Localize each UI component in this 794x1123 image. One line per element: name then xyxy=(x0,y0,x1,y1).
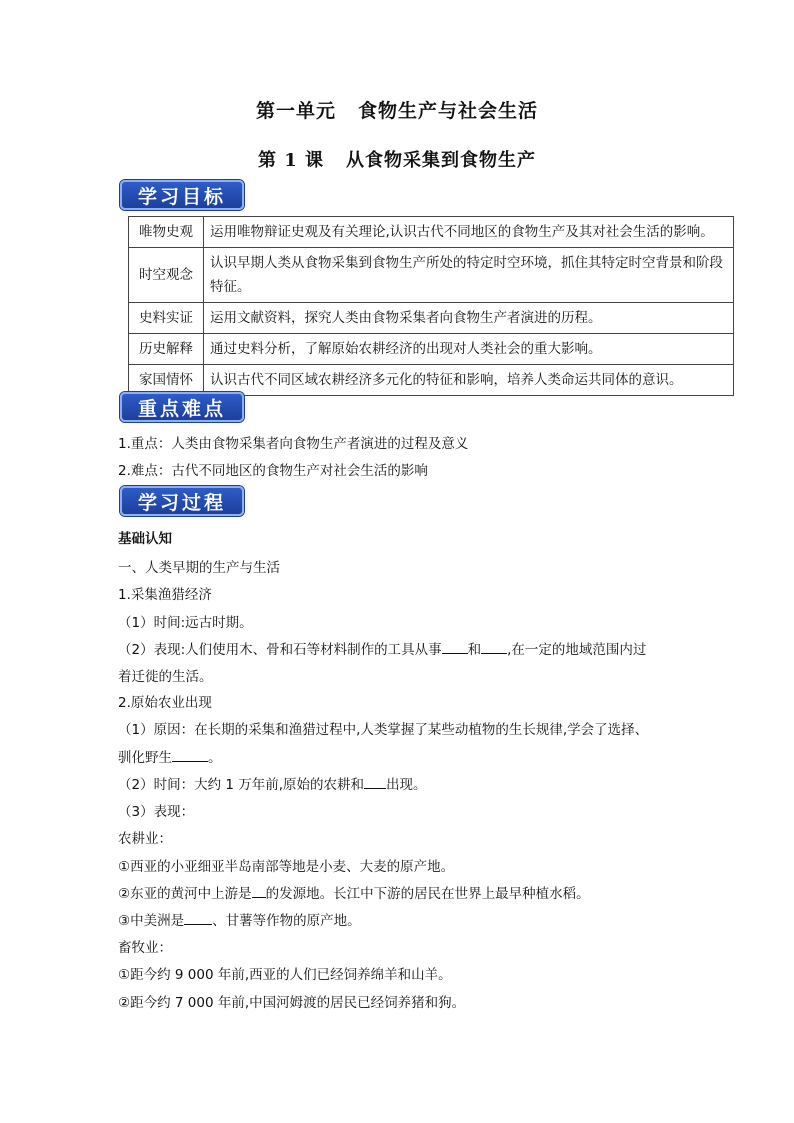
content-line xyxy=(118,909,361,929)
subsection-heading: 2.原始农业出现 xyxy=(118,695,212,711)
section-badge-key-points: 重点难点 xyxy=(120,392,244,422)
content-line: ②距今约 7 000 年前,中国河姆渡的居民已经饲养猪和狗。 xyxy=(118,995,466,1011)
text-segment: 出现。 xyxy=(386,777,427,793)
section-badge-process: 学习过程 xyxy=(120,486,244,516)
goal-key: 时空观念 xyxy=(129,248,204,303)
content-line: （1）原因：在长期的采集和渔猎过程中,人类掌握了某些动植物的生长规律,学会了选择、 xyxy=(118,722,649,738)
content-line: ①距今约 9 000 年前,西亚的人们已经饲养绵羊和山羊。 xyxy=(118,967,452,983)
basic-heading: 基础认知 xyxy=(118,531,172,547)
goals-table xyxy=(128,216,734,396)
text-segment: 、甘薯等作物的原产地。 xyxy=(212,913,361,929)
content-line xyxy=(118,773,427,793)
content-line: 着迁徙的生活。 xyxy=(118,669,213,685)
fill-blank xyxy=(184,912,212,925)
fill-blank xyxy=(481,641,507,654)
text-segment: 和 xyxy=(467,642,482,658)
text-segment: 驯化野生 xyxy=(118,750,172,766)
table-row xyxy=(129,248,734,303)
goal-text: 运用文献资料，探究人类由食物采集者向食物生产者演进的历程。 xyxy=(204,303,734,334)
section-heading: 一、人类早期的生产与生活 xyxy=(118,560,280,576)
fill-blank xyxy=(442,641,468,654)
lesson-name: 从食物采集到食物生产 xyxy=(346,150,537,171)
goal-text: 认识古代不同区域农耕经济多元化的特征和影响，培养人类命运共同体的意识。 xyxy=(204,365,734,396)
text-segment: 的发源地。长江中下游的居民在世界上最早种植水稻。 xyxy=(265,886,590,902)
goal-text: 认识早期人类从食物采集到食物生产所处的特定时空环境，抓住其特定时空背景和阶段特征。 xyxy=(204,248,734,303)
content-line xyxy=(118,638,646,658)
text-segment: ,在一定的地域范围内过 xyxy=(507,642,647,658)
key-point-1: 1.重点：人类由食物采集者向食物生产者演进的过程及意义 xyxy=(118,436,469,452)
section-badge-goals: 学习目标 xyxy=(120,180,244,210)
text-segment: （2）表现:人们使用木、骨和石等材料制作的工具从事 xyxy=(118,642,442,658)
unit-number: 第一单元 xyxy=(255,100,336,122)
content-line: （3）表现： xyxy=(118,804,195,820)
unit-title xyxy=(0,96,794,123)
unit-name: 食物生产与社会生活 xyxy=(358,100,539,122)
table-row xyxy=(129,365,734,396)
content-line xyxy=(118,746,222,766)
text-segment: ③中美洲是 xyxy=(118,913,185,929)
content-line: ①西亚的小亚细亚半岛南部等地是小麦、大麦的原产地。 xyxy=(118,859,455,875)
goal-text: 通过史料分析，了解原始农耕经济的出现对人类社会的重大影响。 xyxy=(204,334,734,365)
table-row xyxy=(129,334,734,365)
goal-key: 历史解释 xyxy=(129,334,204,365)
subsection-heading: 1.采集渔猎经济 xyxy=(118,587,212,603)
goal-text: 运用唯物辩证史观及有关理论,认识古代不同地区的食物生产及其对社会生活的影响。 xyxy=(204,217,734,248)
table-row xyxy=(129,217,734,248)
table-row xyxy=(129,303,734,334)
text-segment: （2）时间：大约 1 万年前,原始的农耕和 xyxy=(118,777,365,793)
fill-blank xyxy=(364,776,386,789)
content-line: （1）时间:远古时期。 xyxy=(118,615,253,631)
key-point-2: 2.难点：古代不同地区的食物生产对社会生活的影响 xyxy=(118,463,428,479)
goal-key: 家国情怀 xyxy=(129,365,204,396)
fill-blank xyxy=(252,885,266,898)
fill-blank xyxy=(172,749,208,762)
goal-key: 唯物史观 xyxy=(129,217,204,248)
content-line: 农耕业： xyxy=(118,831,172,847)
content-line: 畜牧业： xyxy=(118,940,172,956)
content-line xyxy=(118,882,590,902)
text-segment: ②东亚的黄河中上游是 xyxy=(118,886,252,902)
goal-key: 史料实证 xyxy=(129,303,204,334)
lesson-number: 第 1 课 xyxy=(257,150,325,171)
text-segment: 。 xyxy=(208,750,222,766)
lesson-title xyxy=(0,146,794,172)
